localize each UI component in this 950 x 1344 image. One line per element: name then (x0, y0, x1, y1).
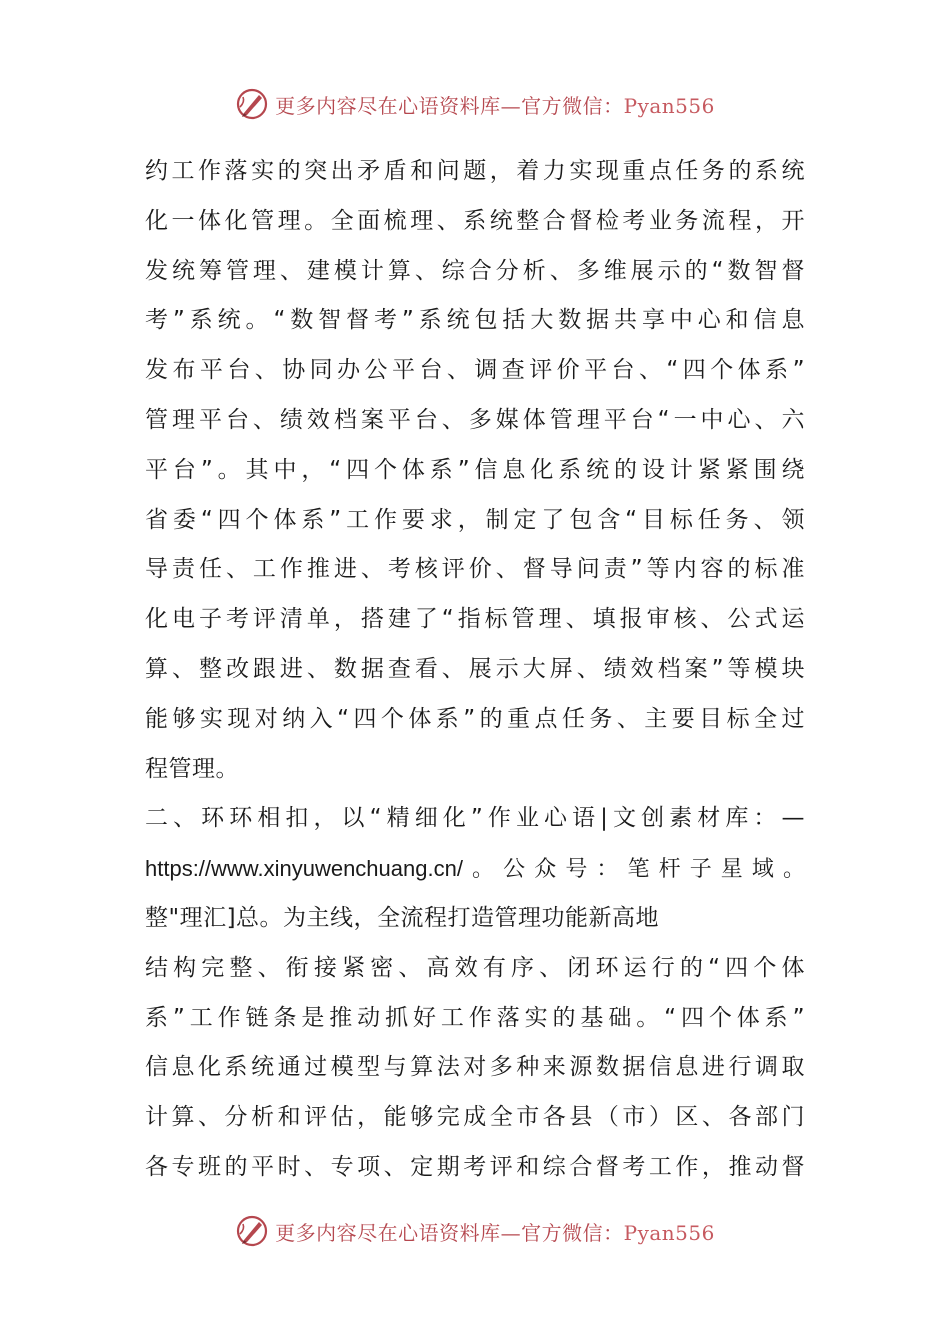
footer-wechat-id: Pyan556 (623, 1220, 715, 1245)
section-heading-line: 整"理汇]总。为主线，全流程打造管理功能新高地 (145, 904, 660, 931)
pen-logo-icon (235, 87, 269, 121)
header-wechat-id: Pyan556 (623, 93, 715, 118)
header-banner-text: 更多内容尽在心语资料库—官方微信：Pyan556 (275, 93, 715, 118)
body-line: 化一体化管理。全面梳理、系统整合督检考业务流程，开 (145, 207, 805, 234)
body-line: 平台”。其中，“四个体系”信息化系统的设计紧紧围绕 (145, 456, 805, 483)
body-line: 计算、分析和评估，能够完成全市各县（市）区、各部门 (145, 1104, 805, 1131)
body-line: 考”系统。“数智督考”系统包括大数据共享中心和信息 (145, 307, 805, 334)
document-body (145, 147, 805, 1193)
body-line: 能够实现对纳入“四个体系”的重点任务、主要目标全过 (145, 705, 805, 732)
section-heading-line: 二、环环相扣，以“精细化”作业心语|文创素材库：— (145, 805, 805, 832)
pen-logo-icon (235, 1214, 269, 1248)
body-line: 系”工作链条是推动抓好工作落实的基础。“四个体系” (145, 1004, 805, 1031)
footer-banner-text: 更多内容尽在心语资料库—官方微信：Pyan556 (275, 1220, 715, 1245)
body-line: 发统筹管理、建模计算、综合分析、多维展示的“数智督 (145, 257, 805, 284)
body-line: 程管理。 (145, 755, 239, 782)
url-line: https://www.xinyuwenchuang.cn/。公众号：笔杆子星域。 (145, 856, 805, 882)
body-line: 结构完整、衔接紧密、高效有序、闭环运行的“四个体 (145, 954, 805, 981)
body-line: 化电子考评清单，搭建了“指标管理、填报审核、公式运 (145, 606, 805, 633)
body-line: 算、整改跟进、数据查看、展示大屏、绩效档案”等模块 (145, 655, 805, 682)
header-banner (0, 84, 950, 124)
body-line: 各专班的平时、专项、定期考评和综合督考工作，推动督 (145, 1153, 805, 1180)
body-line: 导责任、工作推进、考核评价、督导问责”等内容的标准 (145, 556, 805, 583)
body-line: 发布平台、协同办公平台、调查评价平台、“四个体系” (145, 357, 805, 384)
body-line: 管理平台、绩效档案平台、多媒体管理平台“一中心、六 (145, 406, 805, 433)
body-line: 省委“四个体系”工作要求，制定了包含“目标任务、领 (145, 506, 805, 533)
body-line: 约工作落实的突出矛盾和问题，着力实现重点任务的系统 (145, 158, 805, 184)
footer-banner (0, 1211, 950, 1251)
body-line: 信息化系统通过模型与算法对多种来源数据信息进行调取 (145, 1054, 805, 1081)
